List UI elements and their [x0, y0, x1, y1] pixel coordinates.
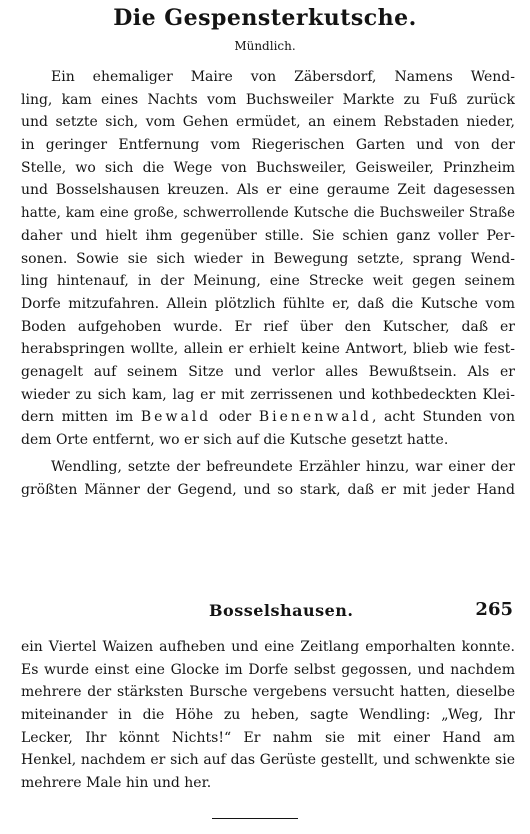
paragraph-1 [21, 66, 515, 452]
text-line: und setzte sich, vom Gehen ermüdet, an einem Rebstaden nieder, [21, 114, 515, 131]
text-line: Henkel, nachdem er sich auf das Gerüste gestellt, und schwenkte sie [21, 752, 515, 769]
text-line: mehrere Male hin und her. [21, 775, 212, 792]
text-line: Lecker, Ihr könnt Nichts!“ Er nahm sie mit einer Hand am [21, 729, 515, 746]
text-line: ein Viertel Waizen aufheben und eine Zeitlang emporhalten konnte. [21, 639, 515, 655]
story-subtitle: Mündlich. [234, 39, 296, 53]
text-line: Stelle, wo sich die Wege von Buchsweiler, Geisweiler, Prinzheim [21, 159, 515, 176]
text-line: wieder zu sich kam, lag er mit zerrissenen und kothbedeckten Klei- [21, 386, 515, 403]
text-line: dem Orte entfernt, wo er sich auf die Kutsche gesetzt hatte. [21, 432, 449, 448]
running-header: Bosselshausen. [209, 601, 354, 620]
text-line: ling hintenauf, in der Meinung, eine Strecke weit gegen seinem [21, 273, 515, 290]
text-line: hatte, kam eine große, schwerrollende Kutsche die Buchsweiler Straße [21, 205, 515, 222]
text-line: herabspringen wollte, allein er erhielt keine Antwort, blieb wie fest- [21, 341, 515, 358]
section-divider [212, 818, 298, 819]
text-line: Boden aufgehoben wurde. Er rief über den Kutscher, daß er [21, 318, 515, 335]
page-number: 265 [475, 599, 513, 620]
text-line: sonen. Sowie sie sich wieder in Bewegung setzte, sprang Wend- [21, 250, 515, 267]
text-line: Dorfe mitzufahren. Allein plötzlich fühlte er, daß die Kutsche vom [21, 295, 515, 312]
story-title: Die Gespensterkutsche. [113, 5, 417, 31]
text-line: mehrere der stärksten Bursche vergebens versucht hatten, dieselbe [21, 684, 515, 701]
text-line: und Bosselshausen kreuzen. Als er eine geraume Zeit dagesessen [21, 182, 515, 199]
text-line: genagelt auf seinem Sitze und verlor alles Bewußtsein. Als er [21, 363, 515, 380]
text-line: in geringer Entfernung vom Riegerischen Garten und von der [21, 137, 515, 154]
text-line: Es wurde einst eine Glocke im Dorfe selbst gegossen, und nachdem [21, 661, 515, 678]
text-segment: oder [211, 409, 259, 426]
text-segment: dern mitten im [21, 409, 141, 426]
text-segment: , acht Stunden von [371, 409, 515, 426]
text-line: ling, kam eines Nachts vom Buchsweiler Markte zu Fuß zurück [21, 91, 515, 108]
text-line: miteinander in die Höhe zu heben, sagte Wendling: „Weg, Ihr [21, 707, 515, 724]
paragraph-2 [21, 456, 515, 501]
text-line: Ein ehemaliger Maire von Zäbersdorf, Namens Wend- [51, 69, 515, 85]
text-line: größten Männer der Gegend, und so stark, daß er mit jeder Hand [21, 481, 515, 498]
text-line: daher und hielt ihm gegenüber stille. Sie schien ganz voller Per- [21, 227, 515, 244]
place-name-bienenwald: Bienenwald [258, 409, 372, 426]
text-line-places [21, 406, 515, 429]
text-line: Wendling, setzte der befreundete Erzähler hinzu, war einer der [51, 459, 515, 475]
place-name-bewald: Bewald [140, 409, 212, 426]
paragraph-3 [21, 636, 515, 795]
